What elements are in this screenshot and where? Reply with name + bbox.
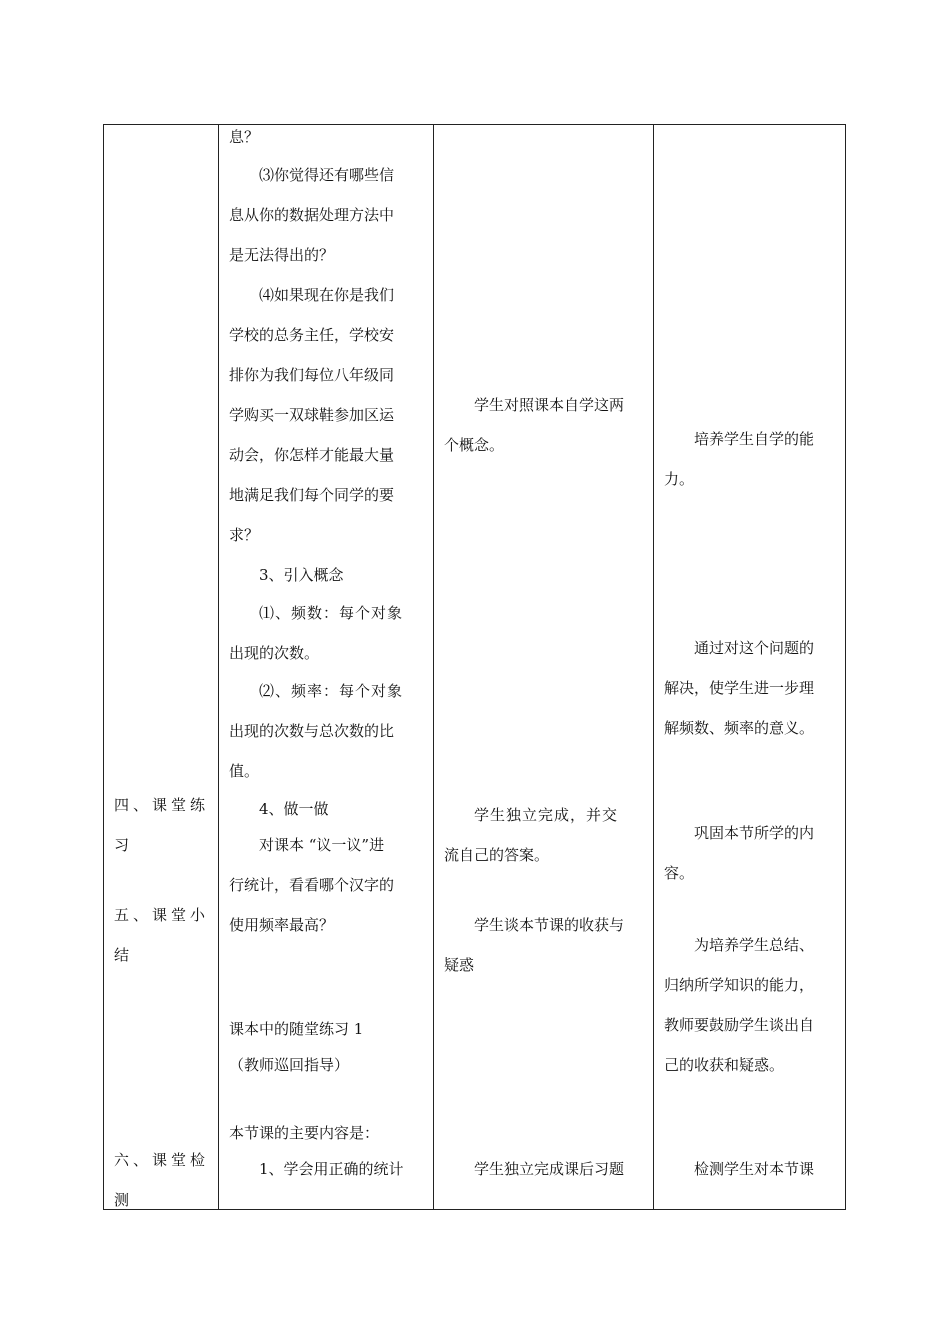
text-line: 息？: [229, 128, 260, 146]
teacher-activity-column: [219, 125, 433, 1209]
text-line: 巩固本节所学的内: [694, 824, 815, 842]
text-line: 解频数、频率的意义。: [664, 719, 815, 737]
section-label: 四、课堂练: [114, 796, 210, 814]
text-line: 对课本 “议一议”进: [259, 836, 385, 854]
text-line: （教师巡回指导）: [229, 1056, 350, 1074]
text-line: 检测学生对本节课: [694, 1160, 815, 1178]
text-line: 3、引入概念: [259, 566, 344, 584]
design-intent-column: [654, 125, 846, 1209]
text-line: 值。: [229, 762, 260, 780]
text-line: 出现的次数与总次数的比: [229, 722, 395, 740]
text-line: 学校的总务主任，学校安: [229, 326, 395, 344]
text-line: ⑵、频率：每个对象: [259, 682, 404, 700]
section-label: 测: [114, 1191, 130, 1209]
text-line: 使用频率最高？: [229, 916, 335, 934]
section-label: 习: [114, 836, 130, 854]
text-line: 学生对照课本自学这两: [474, 396, 625, 414]
text-line: ⑴、频数：每个对象: [259, 604, 404, 622]
text-line: ⑶你觉得还有哪些信: [259, 166, 395, 184]
text-line: 学生独立完成课后习题: [474, 1160, 625, 1178]
text-line: 行统计，看看哪个汉字的: [229, 876, 395, 894]
text-line: 为培养学生总结、: [694, 936, 815, 954]
text-line: 1、学会用正确的统计: [259, 1160, 404, 1178]
text-line: 力。: [664, 470, 695, 488]
text-line: 息从你的数据处理方法中: [229, 206, 395, 224]
section-column: [104, 125, 218, 1209]
lesson-plan-table: [103, 124, 846, 1210]
text-line: 解决，使学生进一步理: [664, 679, 815, 697]
text-line: 流自己的答案。: [444, 846, 550, 864]
text-line: ⑷如果现在你是我们: [259, 286, 395, 304]
text-line: 课本中的随堂练习 1: [229, 1020, 364, 1038]
text-line: 动会，你怎样才能最大量: [229, 446, 395, 464]
text-line: 归纳所学知识的能力，: [664, 976, 815, 994]
text-line: 通过对这个问题的: [694, 639, 815, 657]
text-line: 疑惑: [444, 956, 475, 974]
section-label: 结: [114, 946, 130, 964]
text-line: 个概念。: [444, 436, 505, 454]
text-line: 学生独立完成，并交: [474, 806, 619, 824]
text-line: 培养学生自学的能: [694, 430, 815, 448]
text-line: 教师要鼓励学生谈出自: [664, 1016, 815, 1034]
text-line: 出现的次数。: [229, 644, 320, 662]
text-line: 地满足我们每个同学的要: [229, 486, 395, 504]
text-line: 4、做一做: [259, 800, 329, 818]
text-line: 求？: [229, 526, 260, 544]
section-label: 六、课堂检: [114, 1151, 210, 1169]
section-label: 五、课堂小: [114, 906, 210, 924]
student-activity-column: [434, 125, 653, 1209]
text-line: 己的收获和疑惑。: [664, 1056, 785, 1074]
text-line: 本节课的主要内容是：: [229, 1124, 380, 1142]
text-line: 学购买一双球鞋参加区运: [229, 406, 395, 424]
text-line: 容。: [664, 864, 695, 882]
text-line: 排你为我们每位八年级同: [229, 366, 395, 384]
text-line: 学生谈本节课的收获与: [474, 916, 625, 934]
text-line: 是无法得出的？: [229, 246, 335, 264]
